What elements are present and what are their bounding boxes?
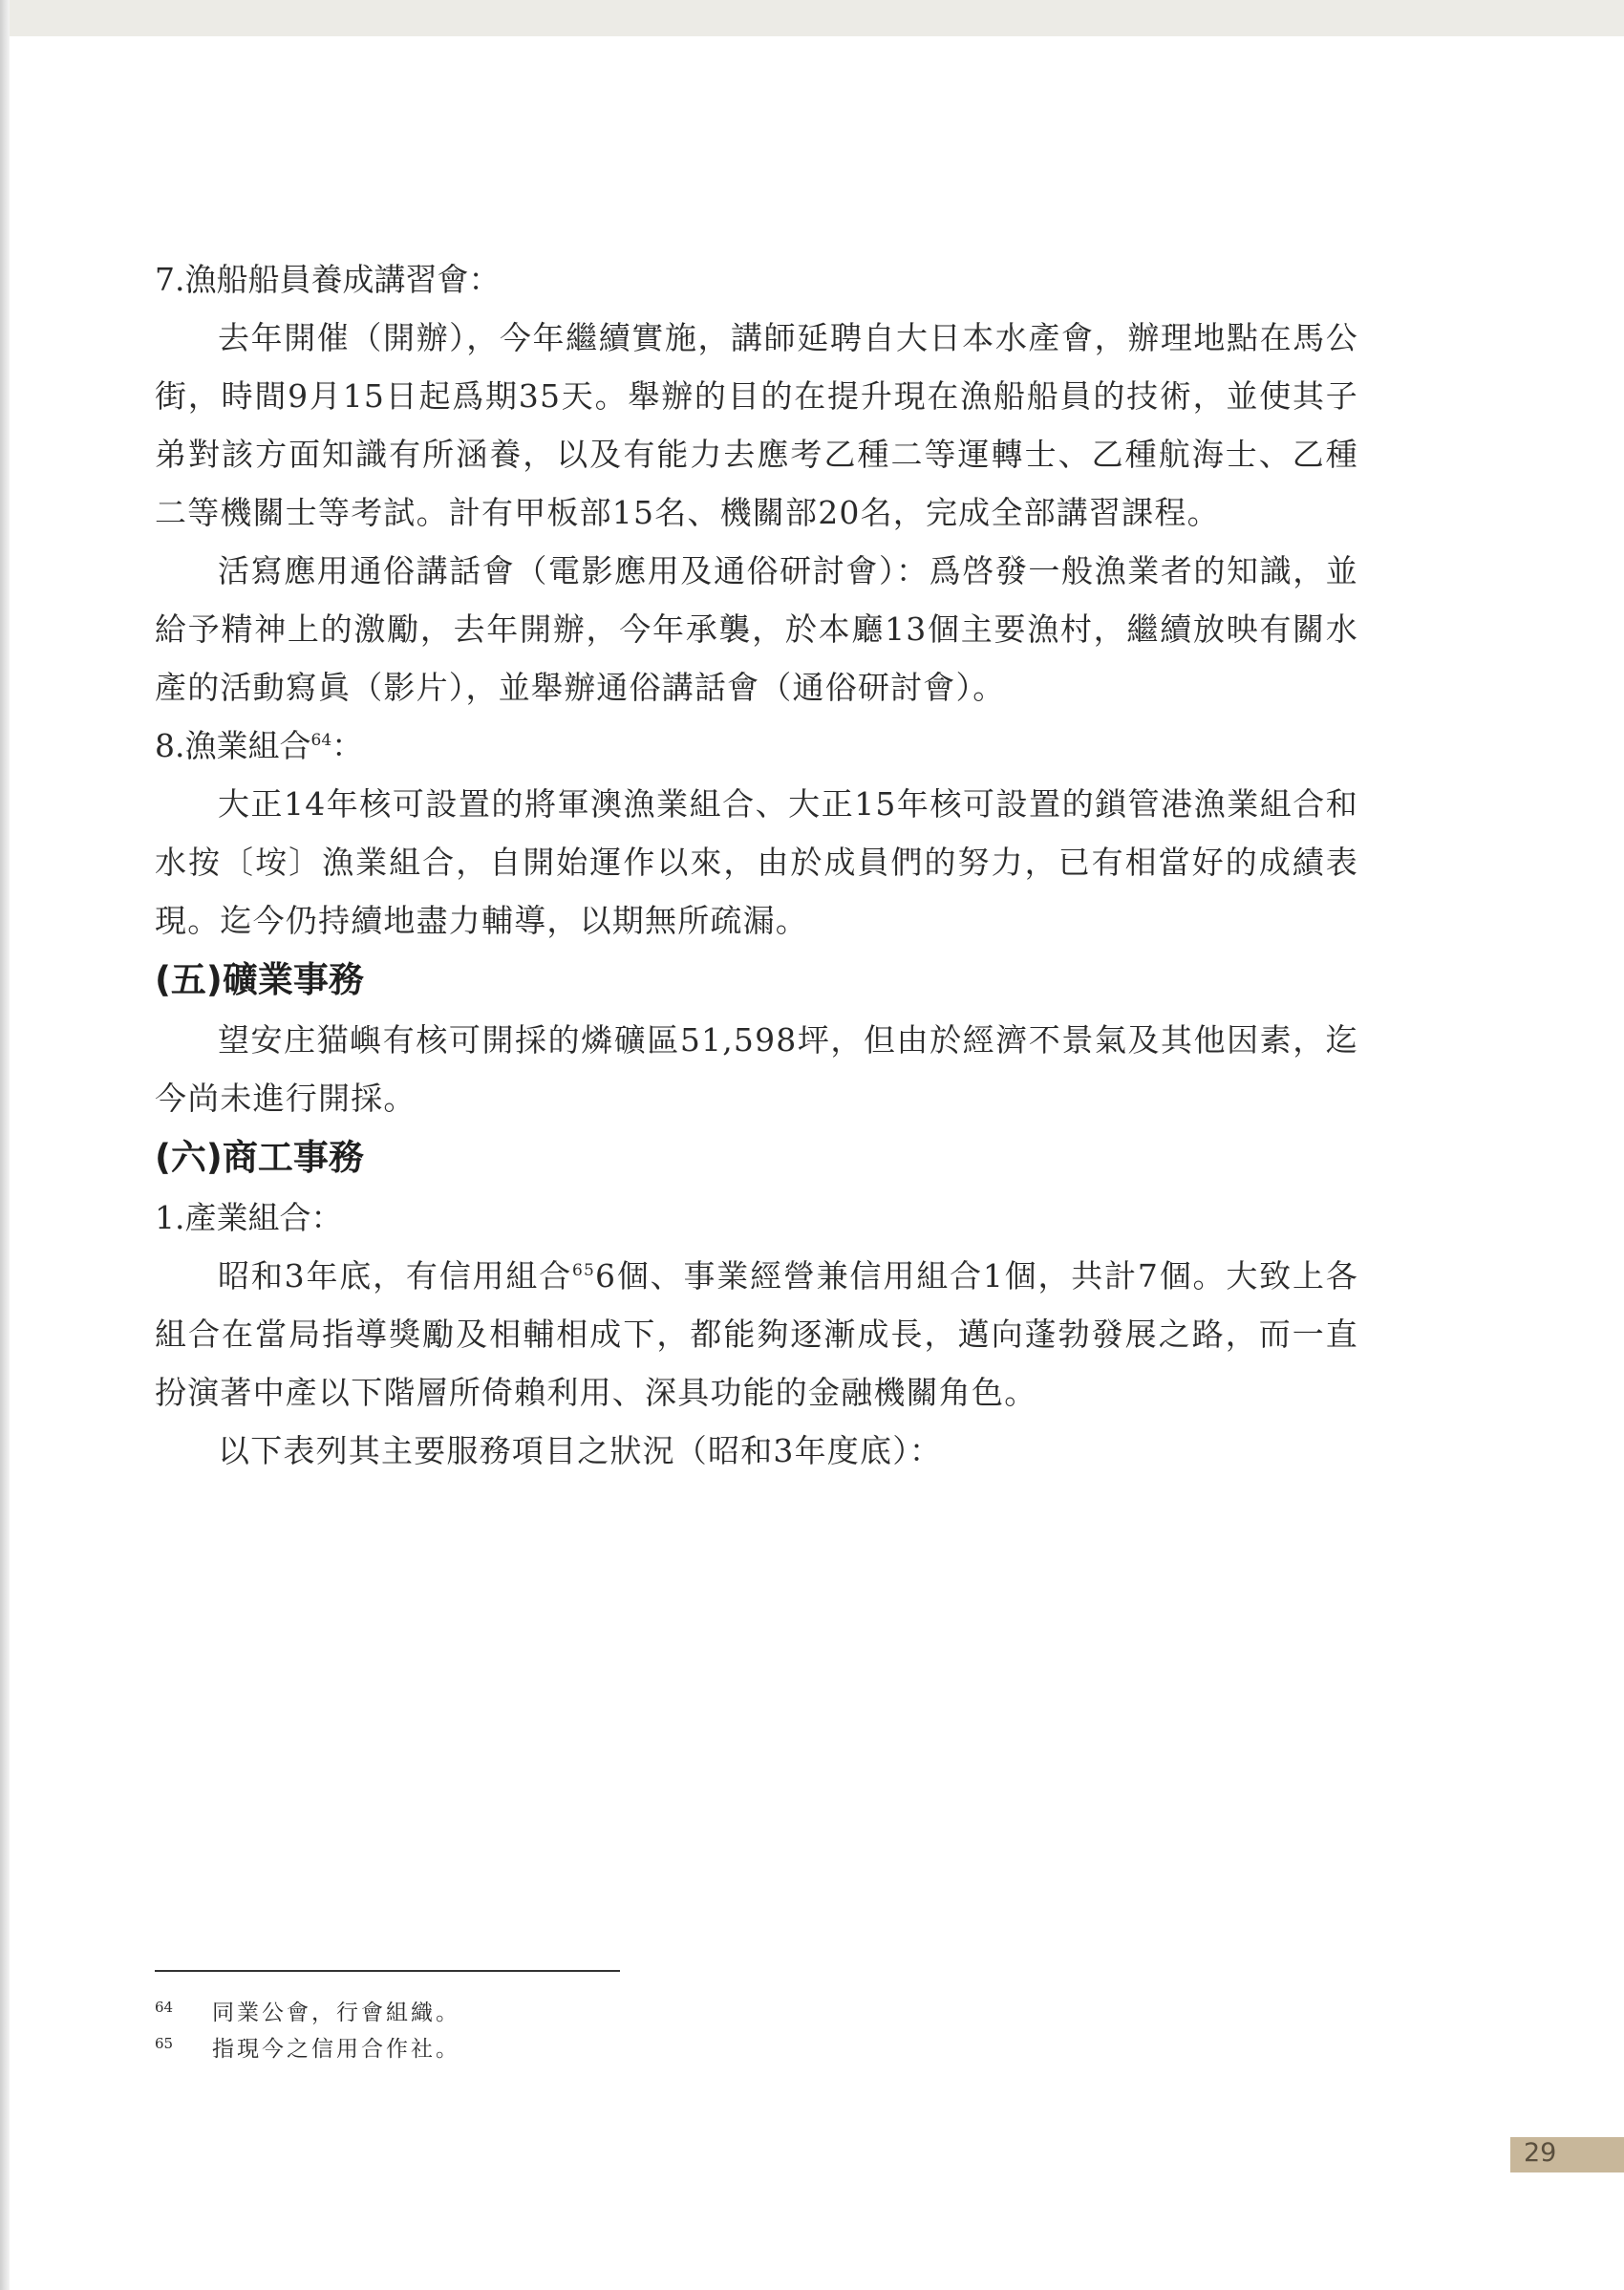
main-text [155, 250, 1358, 1480]
item7-paragraph-1: 去年開催（開辦），今年繼續實施，講師延聘自大日本水產會，辦理地點在馬公街，時間9月15日起爲期35天。舉辦的目的在提升現在漁船船員的技術，並使其子弟對該方面知識有所涵養，以及有能力去應考乙種二等運轉士、乙種航海士、乙種二等機關士等考試。計有甲板部15名、機關部20名，完成全部講習課程。 [155, 319, 1358, 531]
footnote-ref-64: 64 [310, 731, 332, 750]
item8-title-colon: ： [331, 727, 364, 764]
commerce-paragraph-1 [155, 1247, 1358, 1422]
footnote-ref-65: 65 [571, 1261, 596, 1280]
page-number-tab [1510, 2137, 1624, 2172]
footnote-divider [155, 1970, 620, 1972]
mining-paragraph-1: 望安庄猫嶼有核可開採的燐礦區51,598坪，但由於經濟不景氣及其他因素，迄今尚未進行開採。 [155, 1021, 1358, 1117]
item8-title [155, 717, 1358, 775]
footnote-number: 65 [155, 2035, 174, 2052]
item8-paragraph-1: 大正14年核可設置的將軍澳漁業組合、大正15年核可設置的鎖管港漁業組合和水按〔垵〕漁業組合，自開始運作以來，由於成員們的努力，已有相當好的成績表現。迄今仍持續地盡力輔導，以期無所疏漏。 [155, 785, 1358, 939]
commerce-p1-part-a: 昭和3年底，有信用組合 [218, 1257, 572, 1295]
page-number: 29 [1524, 2138, 1557, 2168]
mining-section-heading: (五)礦業事務 [155, 959, 364, 1000]
left-scan-edge [0, 0, 10, 2290]
commerce-item1-title: 1.產業組合： [155, 1199, 343, 1236]
footnote-text: 指現今之信用合作社。 [212, 2037, 460, 2062]
footnote-text: 同業公會，行會組織。 [212, 2001, 460, 2025]
commerce-paragraph-2: 以下表列其主要服務項目之狀況（昭和3年度底）： [218, 1432, 943, 1469]
top-scan-band [0, 0, 1624, 36]
item7-paragraph-2: 活寫應用通俗講話會（電影應用及通俗研討會）：爲啓發一般漁業者的知識，並給予精神上的激勵，去年開辦，今年承襲，於本廳13個主要漁村，繼續放映有關水產的活動寫眞（影片），並舉辦通俗講話會（通俗研討會）。 [155, 552, 1358, 706]
footnote-64 [155, 1995, 1015, 2031]
commerce-section-heading: (六)商工事務 [155, 1137, 364, 1178]
footnotes [155, 1995, 1015, 2067]
footnote-65 [155, 2031, 1015, 2067]
item8-title-text: 8.漁業組合 [155, 727, 311, 764]
item7-title: 7.漁船船員養成講習會： [155, 261, 501, 298]
footnote-number: 64 [155, 1999, 174, 2016]
commerce-p1-part-b: 6個、事業經營兼信用組合1個，共計7個。大致上各組合在當局指導獎勵及相輔相成下，都能夠逐漸成長，邁向蓬勃發展之路，而一直扮演著中產以下階層所倚賴利用、深具功能的金融機關角色。 [155, 1257, 1358, 1411]
